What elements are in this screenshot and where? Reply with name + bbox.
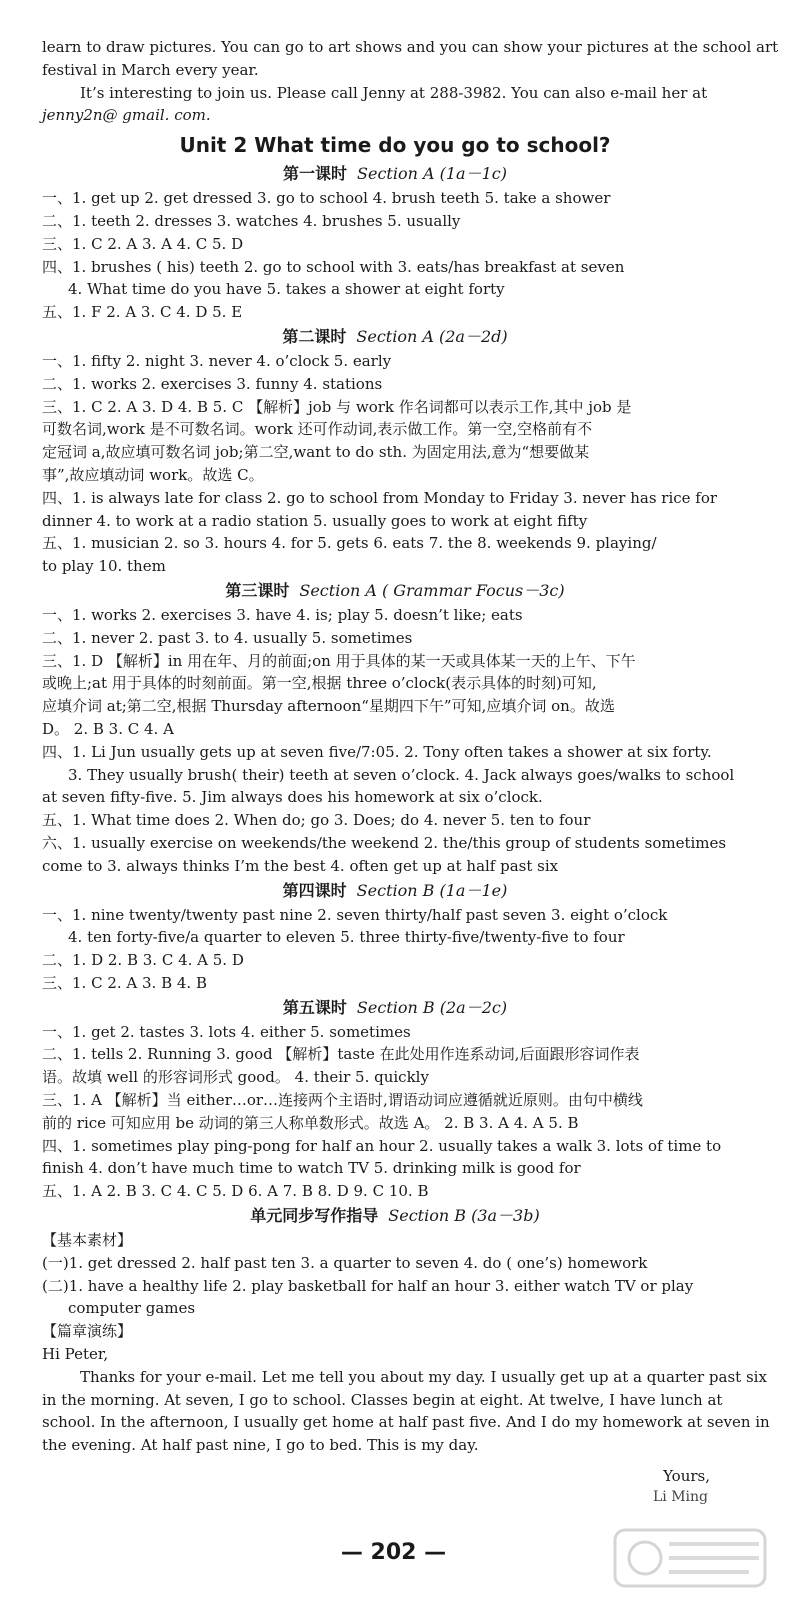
answer-line: 四、1. sometimes play ping-pong for half an hour 2. usually takes a walk 3. lots of time to: [42, 1136, 722, 1155]
answer-line: 一、1. works 2. exercises 3. have 4. is; play 5. doesn’t like; eats: [42, 605, 523, 624]
answer-line: 定冠词 a,故应填可数名词 job;第二空,want to do sth. 为固定用法,意为“想要做某: [42, 443, 590, 462]
letter-closing: Yours,: [663, 1467, 710, 1486]
answer-line: dinner 4. to work at a radio station 5. usually goes to work at eight fifty: [42, 511, 588, 530]
lesson-section: Section B (3a－3b): [388, 1206, 540, 1226]
lesson-title: 第五课时: [282, 997, 347, 1017]
answer-line: 一、1. get up 2. get dressed 3. go to school 4. brush teeth 5. take a shower: [42, 189, 611, 208]
answer-line: 一、1. get 2. tastes 3. lots 4. either 5. sometimes: [42, 1022, 411, 1041]
letter-signature: Li Ming: [652, 1489, 708, 1506]
page-number: — 202 —: [340, 1540, 447, 1565]
lesson-section: Section A ( Grammar Focus－3c): [299, 580, 565, 600]
answer-line: 二、1. teeth 2. dresses 3. watches 4. brushes 5. usually: [42, 211, 461, 230]
answer-line: 三、1. C 2. A 3. D 4. B 5. C 【解析】job 与 work 作名词都可以表示工作,其中 job 是: [42, 397, 632, 416]
lesson-heading: [42, 324, 748, 350]
lesson-heading: [42, 578, 748, 604]
answer-line: 五、1. What time does 2. When do; go 3. Does; do 4. never 5. ten to four: [42, 811, 591, 830]
answer-line: 三、1. D 【解析】in 用在年、月的前面;on 用于具体的某一天或具体某一天的上午、下午: [42, 651, 636, 670]
letter-greeting: Hi Peter,: [42, 1345, 109, 1364]
answer-line: 五、1. A 2. B 3. C 4. C 5. D 6. A 7. B 8. D 9. C 10. B: [42, 1182, 429, 1201]
material-heading: 【基本素材】: [42, 1231, 133, 1250]
answer-line: 4. What time do you have 5. takes a shower at eight forty: [68, 280, 505, 299]
letter-body-line: school. In the afternoon, I usually get home at half past five. And I do my homework at seven in: [42, 1413, 770, 1432]
lesson-title: 第一课时: [283, 164, 348, 184]
answer-line: 二、1. never 2. past 3. to 4. usually 5. sometimes: [42, 628, 413, 647]
lesson-heading: [42, 995, 748, 1021]
answer-page: [42, 36, 779, 1507]
answer-line: 可数名词,work 是不可数名词。work 还可作动词,表示做工作。第一空,空格前有不: [42, 420, 593, 439]
answer-line: 四、1. Li Jun usually gets up at seven five/7:05. 2. Tony often takes a shower at six forty.: [42, 742, 712, 761]
answer-line: 三、1. A 【解析】当 either…or…连接两个主语时,谓语动词应遵循就近原则。由句中横线: [42, 1091, 643, 1110]
answer-line: come to 3. always thinks I’m the best 4. often get up at half past six: [42, 856, 559, 875]
answer-line: 六、1. usually exercise on weekends/the weekend 2. the/this group of students sometimes: [42, 833, 727, 852]
answer-line: 4. ten forty-five/a quarter to eleven 5. three thirty-five/twenty-five to four: [68, 928, 625, 947]
lesson-title: 单元同步写作指导: [250, 1206, 379, 1226]
answer-line: 四、1. brushes ( his) teeth 2. go to school with 3. eats/has breakfast at seven: [42, 257, 625, 276]
letter-body-line: in the morning. At seven, I go to school. Classes begin at eight. At twelve, I have lunch at: [42, 1390, 723, 1409]
lesson-heading: [42, 1203, 748, 1229]
watermark-logo: [609, 1524, 779, 1594]
answer-line: 三、1. C 2. A 3. A 4. C 5. D: [42, 234, 244, 253]
lesson-section: Section B (1a－1e): [356, 880, 508, 900]
lesson-heading: [42, 161, 748, 187]
unit-title: Unit 2 What time do you go to school?: [179, 133, 611, 158]
answer-line: 三、1. C 2. A 3. B 4. B: [42, 973, 207, 992]
answer-line: 事”,故应填动词 work。故选 C。: [42, 465, 264, 484]
answer-line: 五、1. F 2. A 3. C 4. D 5. E: [42, 303, 243, 322]
practice-heading: 【篇章演练】: [42, 1322, 133, 1341]
lesson-section: Section A (1a－1c): [357, 164, 507, 184]
lesson-title: 第三课时: [225, 580, 290, 600]
answer-line: 或晚上;at 用于具体的时刻前面。第一空,根据 three o’clock(表示具体的时刻)可知,: [42, 674, 597, 693]
material-line: computer games: [68, 1299, 196, 1318]
lesson-title: 第四课时: [282, 880, 347, 900]
answer-line: finish 4. don’t have much time to watch TV 5. drinking milk is good for: [42, 1159, 581, 1178]
answer-line: to play 10. them: [42, 557, 166, 576]
lesson-section: Section A (2a－2d): [356, 326, 508, 346]
intro-line: learn to draw pictures. You can go to art shows and you can show your pictures at the school art: [42, 38, 779, 56]
lesson-section: Section B (2a－2c): [356, 997, 508, 1017]
lesson-heading: [42, 878, 748, 904]
answer-line: 前的 rice 可知应用 be 动词的第三人称单数形式。故选 A。 2. B 3. A 4. A 5. B: [42, 1113, 579, 1132]
answer-line: 应填介词 at;第二空,根据 Thursday afternoon“星期四下午”可知,应填介词 on。故选: [42, 697, 615, 716]
answer-line: 二、1. tells 2. Running 3. good 【解析】taste 在此处用作连系动词,后面跟形容词作表: [42, 1045, 640, 1064]
answer-line: 3. They usually brush( their) teeth at seven o’clock. 4. Jack always goes/walks to school: [68, 765, 735, 784]
answer-line: 四、1. is always late for class 2. go to school from Monday to Friday 3. never has rice for: [42, 488, 718, 507]
answer-line: 一、1. fifty 2. night 3. never 4. o’clock 5. early: [42, 351, 392, 370]
intro-line: festival in March every year.: [42, 60, 259, 79]
letter-body-line: Thanks for your e-mail. Let me tell you about my day. I usually get up at a quarter past six: [80, 1367, 767, 1386]
lesson-title: 第二课时: [282, 326, 347, 346]
answer-line: 二、1. D 2. B 3. C 4. A 5. D: [42, 951, 244, 970]
letter-body-line: the evening. At half past nine, I go to bed. This is my day.: [42, 1436, 479, 1455]
answer-line: at seven fifty-five. 5. Jim always does his homework at six o’clock.: [42, 788, 543, 807]
answer-line: 五、1. musician 2. so 3. hours 4. for 5. gets 6. eats 7. the 8. weekends 9. playing/: [42, 534, 657, 553]
answer-line: 二、1. works 2. exercises 3. funny 4. stations: [42, 374, 383, 393]
intro-email: jenny2n@ gmail. com.: [42, 106, 211, 125]
material-line: (一)1. get dressed 2. half past ten 3. a quarter to seven 4. do ( one’s) homework: [42, 1253, 648, 1272]
answer-line: 一、1. nine twenty/twenty past nine 2. seven thirty/half past seven 3. eight o’clock: [42, 905, 668, 924]
answer-line: 语。故填 well 的形容词形式 good。 4. their 5. quickly: [42, 1068, 429, 1087]
intro-line: It’s interesting to join us. Please call Jenny at 288-3982. You can also e-mail her at: [80, 83, 708, 102]
answer-line: D。 2. B 3. C 4. A: [42, 719, 174, 738]
material-line: (二)1. have a healthy life 2. play basketball for half an hour 3. either watch TV or play: [42, 1276, 694, 1295]
